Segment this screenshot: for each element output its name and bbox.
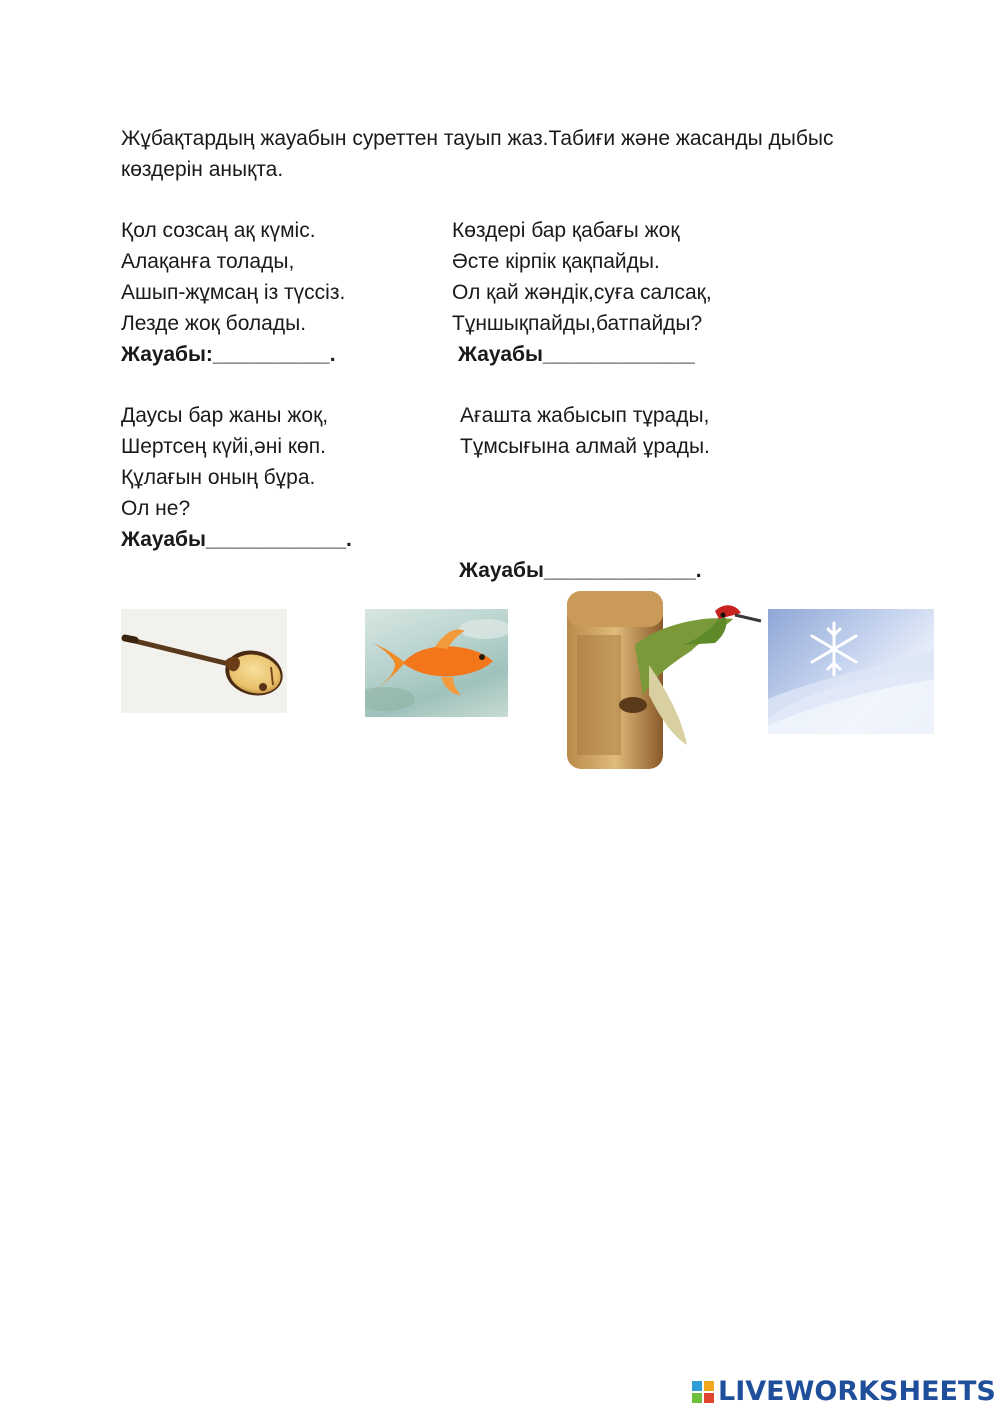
riddle-dombra <box>121 400 352 555</box>
riddle-line: Құлағын оның бұра. <box>121 466 316 489</box>
answer-blank[interactable]: Жауабы_____________ <box>458 343 695 366</box>
dombra-image <box>121 609 287 713</box>
riddle-line: Қол созсаң ақ күміс. <box>121 219 316 242</box>
instruction-text: Жұбақтардың жауабын суреттен тауып жаз.Табиғи және жасанды дыбыс көздерін анықта. <box>121 127 834 181</box>
liveworksheets-mark-icon <box>692 1381 714 1403</box>
riddle-line: Ашып-жұмсаң із түссіз. <box>121 281 346 304</box>
riddle-line: Лезде жоқ болады. <box>121 312 307 335</box>
snowflake-image <box>768 609 934 734</box>
woodpecker-image <box>563 585 763 777</box>
riddle-line: Көздері бар қабағы жоқ <box>452 219 680 242</box>
riddle-line: Даусы бар жаны жоқ, <box>121 404 329 427</box>
riddle-line: Шертсең күйі,әні көп. <box>121 435 326 458</box>
riddle-fish <box>452 215 712 370</box>
riddle-line: Алақанға толады, <box>121 250 295 273</box>
answer-blank[interactable]: Жауабы:__________. <box>121 343 336 366</box>
riddle-snow <box>121 215 345 370</box>
liveworksheets-logo <box>692 1376 996 1407</box>
riddle-line: Тұншықпайды,батпайды? <box>452 312 703 335</box>
answer-blank[interactable]: Жауабы____________. <box>121 528 352 551</box>
riddle-woodpecker <box>460 400 710 586</box>
riddle-line: Ол не? <box>121 497 191 520</box>
riddle-line: Әсте кірпік қақпайды. <box>452 250 660 273</box>
liveworksheets-logo-text: LIVEWORKSHEETS <box>718 1376 996 1407</box>
goldfish-image <box>365 609 508 717</box>
riddle-line: Тұмсығына алмай ұрады. <box>460 435 710 458</box>
answer-blank[interactable]: Жауабы_____________. <box>459 559 702 582</box>
riddle-line: Ағашта жабысып тұрады, <box>460 404 710 427</box>
riddle-line: Ол қай жәндік,суға салсақ, <box>452 281 712 304</box>
